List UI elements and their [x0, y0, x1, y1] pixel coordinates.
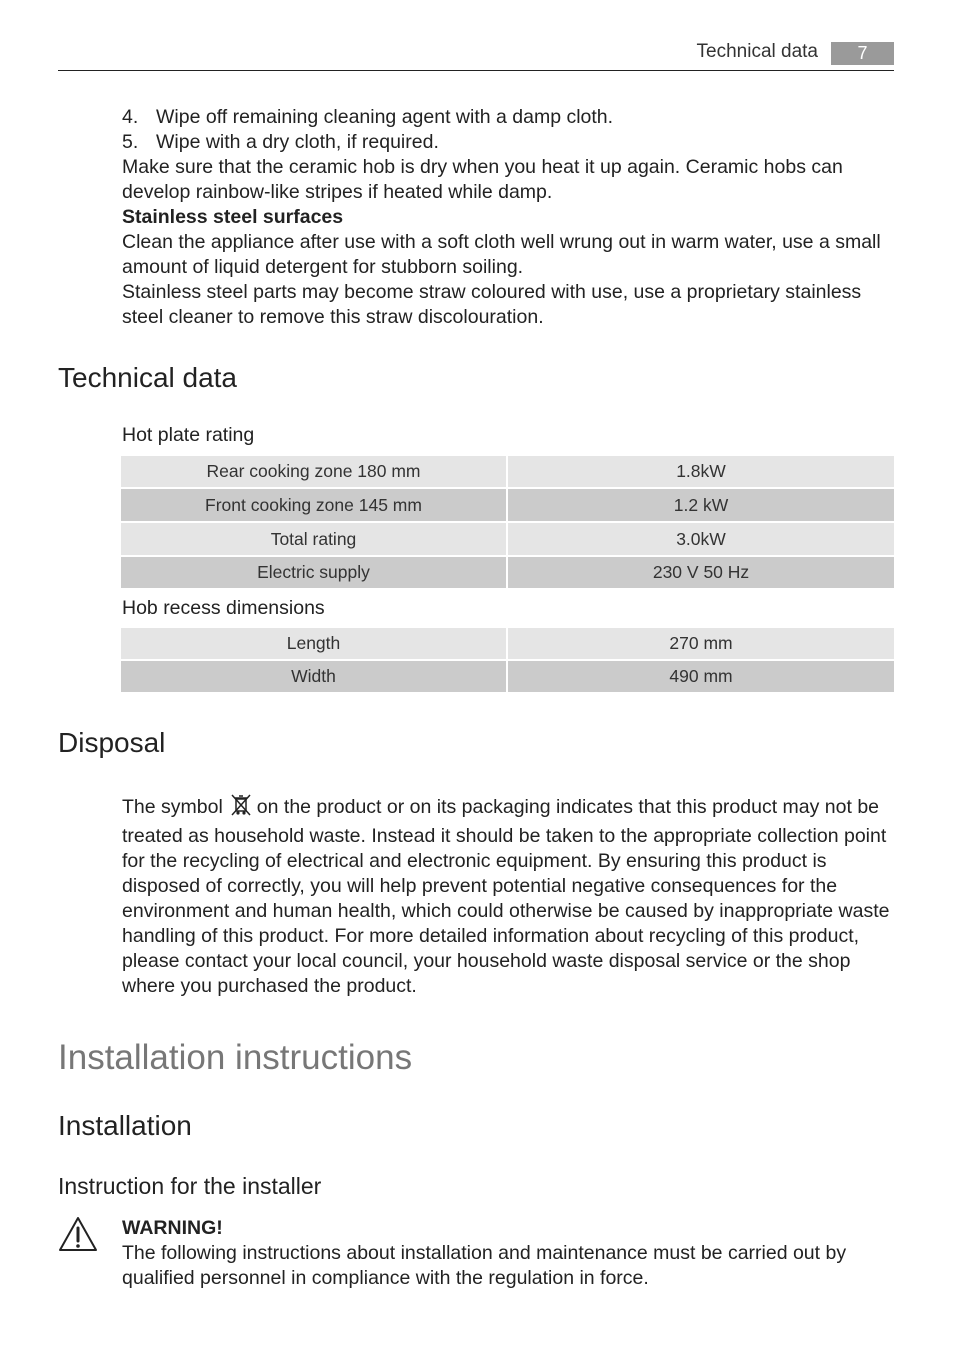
list-item — [122, 105, 894, 130]
cleaning-section — [122, 105, 894, 330]
installation-instructions-heading: Installation instructions — [58, 1038, 413, 1077]
table-cell-label: Electric supply — [121, 557, 508, 590]
installer-instruction-heading: Instruction for the installer — [58, 1173, 322, 1199]
table-row — [121, 456, 894, 489]
table-cell-label: Length — [121, 628, 508, 661]
running-header-title: Technical data — [696, 41, 818, 62]
step-text: Wipe off remaining cleaning agent with a damp cloth. — [156, 106, 614, 128]
warning-block — [122, 1216, 894, 1291]
crossed-out-wheelie-bin-icon — [229, 793, 253, 824]
stainless-steel-paragraph-2: Stainless steel parts may become straw coloured with use, use a proprietary stainless steel cleaner to remove this straw discolouration. — [122, 281, 862, 328]
table-row — [121, 661, 894, 694]
table-cell-value: 490 mm — [508, 661, 894, 694]
table-cell-value: 3.0kW — [508, 523, 894, 557]
list-item — [122, 130, 894, 155]
technical-data-heading: Technical data — [58, 362, 238, 393]
hob-recess-caption: Hob recess dimensions — [122, 597, 325, 619]
table-cell-label: Width — [121, 661, 508, 694]
step-number: 4. — [122, 106, 139, 128]
header-divider — [58, 70, 894, 71]
installation-heading: Installation — [58, 1110, 192, 1141]
table-cell-label: Front cooking zone 145 mm — [121, 489, 508, 523]
step-text: Wipe with a dry cloth, if required. — [156, 131, 439, 153]
page-number: 7 — [831, 42, 894, 65]
disposal-text-start: The symbol — [122, 796, 223, 818]
stainless-steel-paragraph-1: Clean the appliance after use with a soft cloth well wrung out in warm water, use a small amount of liquid detergent for stubborn soiling. — [122, 231, 881, 278]
stainless-steel-heading: Stainless steel surfaces — [122, 206, 344, 228]
table-cell-value: 1.2 kW — [508, 489, 894, 523]
warning-title: WARNING! — [122, 1217, 223, 1239]
hob-recess-table — [121, 628, 894, 694]
step-number: 5. — [122, 131, 139, 153]
table-cell-value: 230 V 50 Hz — [508, 557, 894, 590]
table-cell-label: Rear cooking zone 180 mm — [121, 456, 508, 489]
table-cell-value: 270 mm — [508, 628, 894, 661]
table-row — [121, 628, 894, 661]
table-cell-value: 1.8kW — [508, 456, 894, 489]
table-row — [121, 523, 894, 557]
warning-triangle-icon — [58, 1216, 98, 1258]
disposal-heading: Disposal — [58, 727, 166, 758]
hot-plate-rating-table — [121, 456, 894, 590]
table-cell-label: Total rating — [121, 523, 508, 557]
ceramic-hob-note: Make sure that the ceramic hob is dry when you heat it up again. Ceramic hobs can develop rainbow-like stripes if heated while damp. — [122, 156, 843, 203]
hot-plate-rating-caption: Hot plate rating — [122, 424, 255, 446]
disposal-text-rest: on the product or on its packaging indicates that this product may not be treated as household waste. Instead it should be taken to the appropriate collection point for the recycling of electrical and electronic equipment. By ensuring this product is disposed of correctly, you will help prevent potential negative consequences for the environment and human health, which could otherwise be caused by inappropriate waste handling of this product. For more detailed information about recycling of this product, please contact your local council, your household waste disposal service or the shop where you purchased the product. — [122, 796, 890, 997]
disposal-paragraph — [122, 793, 894, 999]
warning-text: The following instructions about installation and maintenance must be carried out by qualified personnel in compliance with the regulation in force. — [122, 1242, 847, 1289]
table-row — [121, 489, 894, 523]
table-row — [121, 557, 894, 590]
